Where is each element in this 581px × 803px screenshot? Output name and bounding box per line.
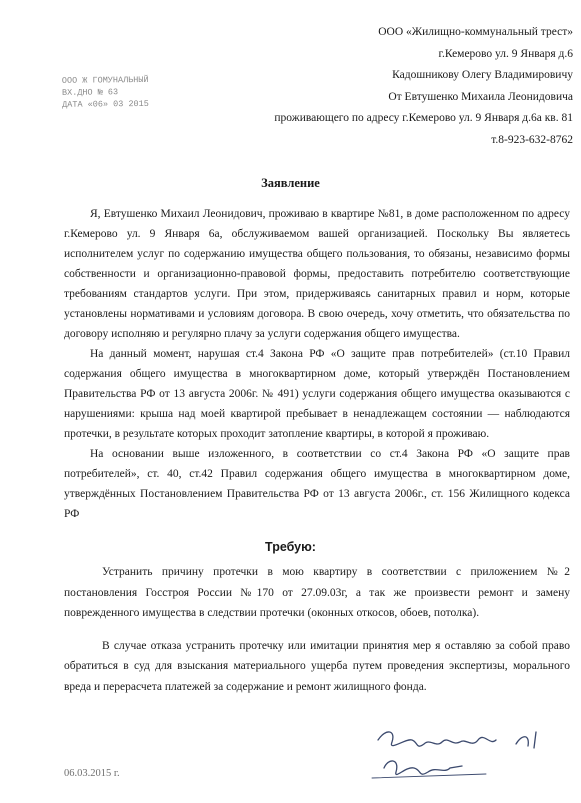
handwritten-signature bbox=[366, 718, 566, 798]
statement-body bbox=[64, 204, 570, 524]
recipient-address: г.Кемерово ул. 9 Января д.6 bbox=[438, 47, 573, 60]
sender-phone: т.8-923-632-8762 bbox=[491, 133, 573, 146]
paragraph-legal-basis: На основании выше изложенного, в соответствии со ст.4 Закона РФ «О защите прав потребителей», ст. 40, ст.42 Правил содержания общего имущества в многоквартирном доме, утверждённых Постановлением Правительства РФ от 13 августа 2006г., ст. 156 Жилищного кодекса РФ bbox=[64, 448, 570, 520]
signature-drawing bbox=[366, 718, 566, 798]
document-date: 06.03.2015 г. bbox=[64, 768, 120, 779]
stamp-line-number: ВХ.ДНО № 63 bbox=[61, 87, 119, 98]
sender-name: От Евтушенко Михаила Леонидовича bbox=[388, 90, 573, 103]
recipient-org: ООО «Жилищно-коммунальный трест» bbox=[378, 26, 573, 38]
document-title: Заявление bbox=[261, 176, 320, 190]
sender-address: проживающего по адресу г.Кемерово ул. 9 Января д.6а кв. 81 bbox=[274, 112, 573, 124]
stamp-line-org: ООО Ж ГОМУНАЛЬНЫЙ bbox=[61, 74, 149, 86]
incoming-stamp bbox=[62, 73, 222, 111]
demand-court-warning: В случае отказа устранить протечку или имитации принятия мер я оставляю за собой право обратиться в суд для взыскания материального ущерба путем проведения экспертизы, морального вреда и перерасчета платежей за содержание и ремонт жилищного фонда. bbox=[64, 639, 570, 693]
recipient-name: Кадошникову Олегу Владимировичу bbox=[392, 69, 573, 81]
paragraph-intro: Я, Евтушенко Михаил Леонидович, проживаю в квартире №81, в доме расположенном по адресу г.Кемерово ул. 9 Января 6а, обслуживаемом вашей организацией. Поскольку Вы являетесь исполнителем услуг по содержанию имущества общего пользования, то обязаны, независимо формы собственности и организационно-правовой формы, предоставить потребителю соответствующие требованиям стандартов услуги. При этом, придерживаясь санитарных правил и норм, которые установлены нормативами и условиям договора. В свою очередь, хочу отметить, что обязательства по договору исполняю и регулярно плачу за услуги содержания общего имущества. bbox=[64, 208, 570, 340]
demand-repair: Устранить причину протечки в мою квартиру в соответствии с приложением №2 постановления Госстроя России №170 от 27.09.03г, а так же произвести ремонт и замену поврежденного имущества в следствии протечки (оконных откосов, обоев, потолка). bbox=[64, 566, 570, 619]
paragraph-violation: На данный момент, нарушая ст.4 Закона РФ «О защите прав потребителей» (ст.10 Правил содержания общего имущества в многоквартирном доме, который утверждён Постановлением Правительства РФ от 13 августа 2006г. № 491) услуги содержания общего имущества оказываются с нарушениями: крыша над моей квартирой пребывает в ненадлежащем состоянии — наблюдаются протечки, в результате которых проходит затопление квартиры, в которой я проживаю. bbox=[64, 348, 570, 440]
demand-heading: Требую: bbox=[265, 540, 316, 554]
address-header bbox=[243, 22, 573, 151]
demands-section bbox=[64, 562, 570, 709]
stamp-line-date: ДАТА «06» 03 2015 bbox=[62, 98, 149, 110]
